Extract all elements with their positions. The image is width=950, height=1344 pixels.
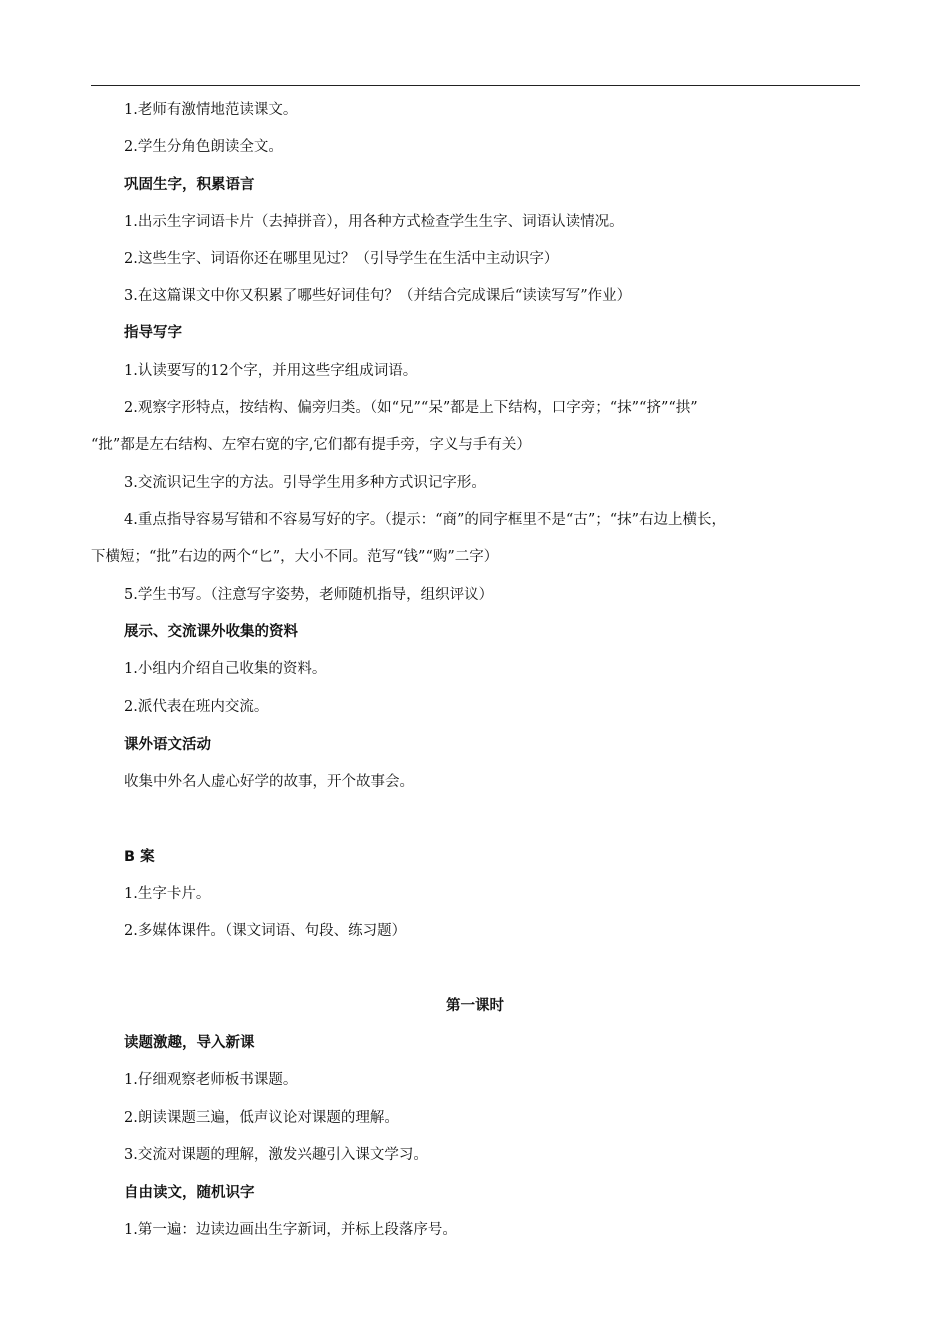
paragraph: 5.学生书写。（注意写字姿势，老师随机指导，组织评议） — [124, 587, 494, 603]
section-heading: 展示、交流课外收集的资料 — [124, 624, 298, 640]
section-heading: 巩固生字，积累语言 — [124, 177, 255, 193]
paragraph: 2.多媒体课件。（课文词语、句段、练习题） — [124, 923, 407, 939]
paragraph: 2.朗读课题三遍，低声议论对课题的理解。 — [124, 1110, 399, 1126]
paragraph: 2.派代表在班内交流。 — [124, 699, 269, 715]
header-rule — [91, 85, 860, 86]
paragraph: 收集中外名人虚心好学的故事，开个故事会。 — [124, 774, 414, 790]
paragraph-continuation: “批”都是左右结构、左窄右宽的字,它们都有提手旁，字义与手有关） — [91, 437, 531, 453]
paragraph: 1.仔细观察老师板书课题。 — [124, 1072, 298, 1088]
section-heading: 课外语文活动 — [124, 737, 211, 753]
section-heading: 自由读文，随机识字 — [124, 1185, 255, 1201]
page-title: 第一课时 — [446, 998, 504, 1014]
paragraph: 1.出示生字词语卡片（去掉拼音），用各种方式检查学生生字、词语认读情况。 — [124, 214, 624, 230]
section-heading: 读题激趣，导入新课 — [124, 1035, 255, 1051]
paragraph: 1.认读要写的12个字，并用这些字组成词语。 — [124, 363, 418, 379]
paragraph: 1.老师有激情地范读课文。 — [124, 102, 298, 118]
section-heading: 指导写字 — [124, 325, 182, 341]
paragraph-continuation: 下横短；“批”右边的两个“匕”，大小不同。范写“钱”“购”二字） — [91, 549, 499, 565]
paragraph: 1.小组内介绍自己收集的资料。 — [124, 661, 327, 677]
paragraph: 2.学生分角色朗读全文。 — [124, 139, 283, 155]
paragraph: 1.第一遍：边读边画出生字新词，并标上段落序号。 — [124, 1222, 457, 1238]
paragraph: 2.这些生字、词语你还在哪里见过？（引导学生在生活中主动识字） — [124, 251, 559, 267]
paragraph: 3.在这篇课文中你又积累了哪些好词佳句？（并结合完成课后“读读写写”作业） — [124, 288, 632, 304]
paragraph: 4.重点指导容易写错和不容易写好的字。（提示：“商”的同字框里不是“古”；“抹”右边上横长， — [124, 512, 727, 528]
paragraph: 3.交流识记生字的方法。引导学生用多种方式识记字形。 — [124, 475, 486, 491]
section-heading: B 案 — [124, 849, 155, 865]
paragraph: 3.交流对课题的理解，激发兴趣引入课文学习。 — [124, 1147, 428, 1163]
paragraph: 2.观察字形特点，按结构、偏旁归类。（如“兄”“呆”都是上下结构，口字旁；“抹”“挤”“拱” — [124, 400, 698, 416]
paragraph: 1.生字卡片。 — [124, 886, 211, 902]
